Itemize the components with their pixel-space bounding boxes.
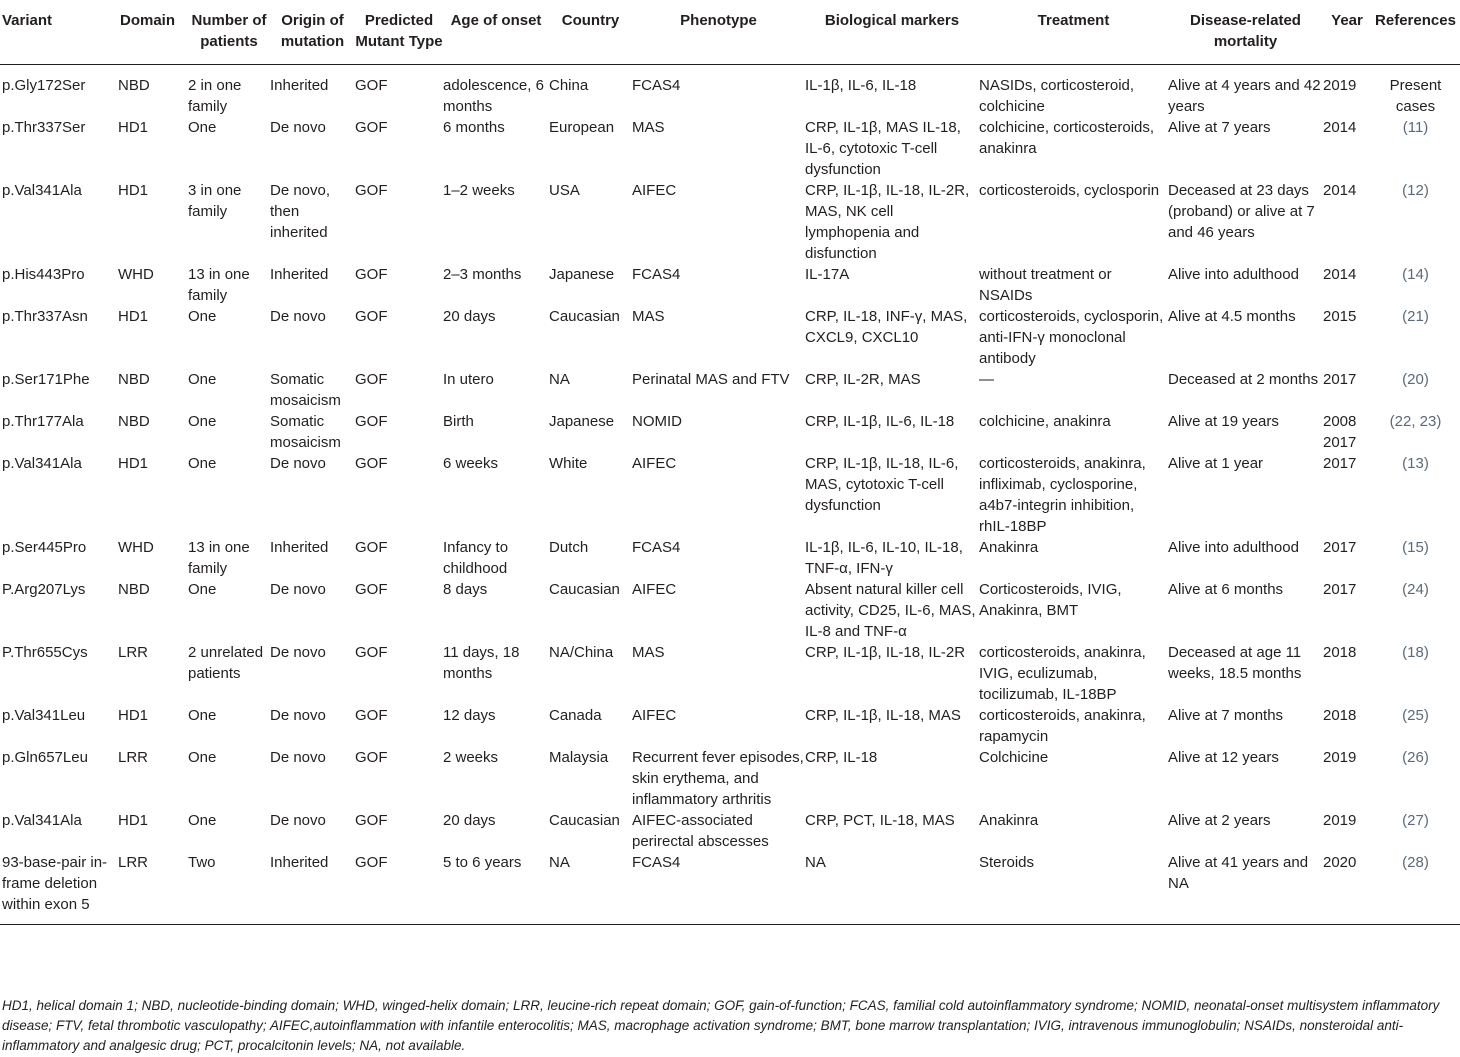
table-row <box>0 369 1460 411</box>
cell-variant: p.Ser445Pro <box>2 539 87 556</box>
cell-treatment: Corticosteroids, IVIG, Anakinra, BMT <box>979 581 1122 619</box>
cell-variant: 93-base-pair in-frame deletion within exon 5 <box>0 852 118 925</box>
cell-domain: HD1 <box>118 182 149 199</box>
header-row <box>0 0 1460 65</box>
cell-patients: One <box>188 308 217 325</box>
cell-domain: HD1 <box>118 119 149 136</box>
cell-onset: 12 days <box>443 707 496 724</box>
cell-reference[interactable]: Present cases <box>1389 77 1442 115</box>
cell-mortality: Alive at 19 years <box>1168 413 1279 430</box>
cell-variant: p.Gly172Ser <box>2 77 86 94</box>
cell-patients: 3 in one family <box>188 182 242 220</box>
cell-domain: LRR <box>118 644 149 661</box>
cell-treatment: corticosteroids, anakinra, IVIG, eculizumab, tocilizumab, IL-18BP <box>979 644 1146 703</box>
cell-origin: Somatic mosaicism <box>270 371 341 409</box>
cell-onset: adolescence, 6 months <box>443 77 544 115</box>
cell-phenotype: Perinatal MAS and FTV <box>632 371 790 388</box>
cell-treatment: corticosteroids, anakinra, infliximab, cyclosporine, a4b7-integrin inhibition, rhIL-18BP <box>979 455 1146 535</box>
table-row <box>0 810 1460 852</box>
col-header: Origin of mutation <box>270 0 355 65</box>
cell-patients: One <box>188 707 217 724</box>
cell-origin: De novo <box>270 812 326 829</box>
cell-origin: Inherited <box>270 77 329 94</box>
cell-onset: Infancy to childhood <box>443 539 509 577</box>
cell-treatment: Anakinra <box>979 812 1039 829</box>
cell-origin: De novo <box>270 119 326 136</box>
cell-country: China <box>549 77 589 94</box>
cell-phenotype: MAS <box>632 308 665 325</box>
cell-mortality: Alive at 12 years <box>1168 749 1279 766</box>
cell-type: GOF <box>355 581 388 598</box>
cell-country: White <box>549 455 588 472</box>
cell-origin: De novo <box>270 455 326 472</box>
cell-year: 2014 <box>1323 266 1357 283</box>
cell-mortality: Deceased at age 11 weeks, 18.5 months <box>1168 644 1302 682</box>
cell-domain: NBD <box>118 77 150 94</box>
cell-mortality: Alive into adulthood <box>1168 266 1299 283</box>
cell-onset: 2–3 months <box>443 266 522 283</box>
table-row <box>0 117 1460 180</box>
cell-variant: p.His443Pro <box>2 266 85 283</box>
cell-origin: De novo <box>270 707 326 724</box>
cell-phenotype: MAS <box>632 119 665 136</box>
cell-country: NA <box>549 852 632 925</box>
cell-year: 2017 <box>1323 371 1357 388</box>
cell-variant: p.Val341Leu <box>2 707 86 724</box>
cell-onset: 5 to 6 years <box>443 852 549 925</box>
table-row <box>0 264 1460 306</box>
cell-type: GOF <box>355 77 388 94</box>
cell-patients: One <box>188 749 217 766</box>
cell-markers: IL-17A <box>805 266 850 283</box>
table-row <box>0 537 1460 579</box>
cell-mortality: Alive at 41 years and NA <box>1168 852 1323 925</box>
cell-reference[interactable]: (21) <box>1402 308 1429 325</box>
table-body <box>0 65 1460 925</box>
cell-reference[interactable]: (27) <box>1402 812 1429 829</box>
cell-patients: One <box>188 119 217 136</box>
table-row <box>0 579 1460 642</box>
cell-variant: p.Thr337Ser <box>2 119 86 136</box>
cell-variant: P.Thr655Cys <box>2 644 88 661</box>
cell-origin: De novo, then inherited <box>270 182 331 241</box>
cell-domain: LRR <box>118 749 149 766</box>
cell-reference[interactable]: (13) <box>1402 455 1429 472</box>
cell-origin: De novo <box>270 308 326 325</box>
col-header: Phenotype <box>632 0 805 65</box>
cell-reference[interactable]: (11) <box>1402 119 1429 136</box>
cell-type: GOF <box>355 749 388 766</box>
cell-year: 2015 <box>1323 308 1357 325</box>
cell-treatment: Anakinra <box>979 539 1039 556</box>
cell-domain: NBD <box>118 413 150 430</box>
col-header: Biological markers <box>805 0 979 65</box>
cell-variant: p.Val341Ala <box>2 182 82 199</box>
cell-markers: CRP, IL-1β, IL-18, MAS <box>805 707 961 724</box>
cell-mortality: Alive at 2 years <box>1168 812 1271 829</box>
cell-mortality: Deceased at 2 months <box>1168 371 1319 388</box>
cell-treatment: Colchicine <box>979 749 1049 766</box>
cell-markers: IL-1β, IL-6, IL-10, IL-18, TNF-α, IFN-γ <box>805 539 963 577</box>
col-header: Year <box>1323 0 1371 65</box>
cell-domain: NBD <box>118 371 150 388</box>
cell-origin: De novo <box>270 644 326 661</box>
cell-treatment: colchicine, corticosteroids, anakinra <box>979 119 1155 157</box>
cell-origin: De novo <box>270 581 326 598</box>
cell-patients: One <box>188 581 217 598</box>
cell-treatment: — <box>979 371 994 388</box>
cell-phenotype: FCAS4 <box>632 539 681 556</box>
cell-type: GOF <box>355 539 388 556</box>
cell-mortality: Alive at 4 years and 42 years <box>1168 77 1321 115</box>
cell-mortality: Alive at 6 months <box>1168 581 1284 598</box>
table-row <box>0 705 1460 747</box>
cell-type: GOF <box>355 182 388 199</box>
table-row <box>0 65 1460 118</box>
cell-reference[interactable]: (25) <box>1402 707 1429 724</box>
cell-mortality: Alive at 7 months <box>1168 707 1284 724</box>
cell-domain: HD1 <box>118 308 149 325</box>
cell-country: USA <box>549 182 580 199</box>
cell-phenotype: FCAS4 <box>632 77 681 94</box>
cell-patients: 13 in one family <box>188 539 250 577</box>
cell-country: Canada <box>549 707 602 724</box>
cell-markers: CRP, IL-18 <box>805 749 878 766</box>
cell-mortality: Alive at 4.5 months <box>1168 308 1296 325</box>
cell-type: GOF <box>355 413 388 430</box>
cell-domain: HD1 <box>118 812 149 829</box>
cell-country: Japanese <box>549 413 615 430</box>
table-row <box>0 852 1460 925</box>
cell-type: GOF <box>355 707 388 724</box>
cell-markers: CRP, IL-1β, IL-18, IL-2R <box>805 644 966 661</box>
cell-country: NA/China <box>549 644 614 661</box>
cell-country: Dutch <box>549 539 589 556</box>
cell-year: 2017 <box>1323 455 1357 472</box>
cell-year: 2020 <box>1323 852 1371 925</box>
cell-country: Caucasian <box>549 812 620 829</box>
cell-mortality: Deceased at 23 days (proband) or alive at 7 and 46 years <box>1168 182 1315 241</box>
cell-phenotype: MAS <box>632 644 665 661</box>
cell-treatment: corticosteroids, cyclosporin <box>979 182 1160 199</box>
cell-country: Caucasian <box>549 308 620 325</box>
cell-reference[interactable]: (28) <box>1371 852 1460 925</box>
col-header: Disease-related mortality <box>1168 0 1323 65</box>
cell-domain: WHD <box>118 539 154 556</box>
cell-mortality: Alive at 1 year <box>1168 455 1264 472</box>
cell-country: European <box>549 119 615 136</box>
col-header: Number of patients <box>188 0 270 65</box>
cell-variant: p.Ser171Phe <box>2 371 90 388</box>
cell-type: GOF <box>355 308 388 325</box>
cell-phenotype: AIFEC <box>632 707 677 724</box>
cell-reference[interactable]: (18) <box>1402 644 1429 661</box>
col-header: Predicted Mutant Type <box>355 0 443 65</box>
table-row <box>0 180 1460 264</box>
cell-type: GOF <box>355 644 388 661</box>
cell-treatment: corticosteroids, cyclosporin, anti-IFN-γ monoclonal antibody <box>979 308 1164 367</box>
cell-phenotype: AIFEC <box>632 182 677 199</box>
cell-onset: 6 months <box>443 119 505 136</box>
col-header: References <box>1371 0 1460 65</box>
cell-markers: CRP, IL-1β, IL-6, IL-18 <box>805 413 955 430</box>
cell-reference[interactable]: (12) <box>1402 182 1429 199</box>
cell-reference[interactable]: (15) <box>1402 539 1429 556</box>
cell-markers: CRP, IL-1β, IL-18, IL-2R, MAS, NK cell lymphopenia and disfunction <box>805 182 970 262</box>
cell-variant: p.Val341Ala <box>2 455 82 472</box>
cell-type: GOF <box>355 119 388 136</box>
cell-onset: 20 days <box>443 812 496 829</box>
cell-treatment: colchicine, anakinra <box>979 413 1111 430</box>
cell-phenotype: AIFEC <box>632 581 677 598</box>
cell-treatment: Steroids <box>979 852 1168 925</box>
cell-onset: 6 weeks <box>443 455 499 472</box>
cell-origin: Inherited <box>270 852 355 925</box>
cell-type: GOF <box>355 812 388 829</box>
cell-onset: In utero <box>443 371 494 388</box>
cell-type: GOF <box>355 455 388 472</box>
cell-origin: Inherited <box>270 539 329 556</box>
cell-reference[interactable]: (26) <box>1402 749 1429 766</box>
cell-onset: 20 days <box>443 308 496 325</box>
cell-variant: p.Thr177Ala <box>2 413 84 430</box>
cell-patients: 2 unrelated patients <box>188 644 264 682</box>
cell-patients: Two <box>188 852 270 925</box>
cell-onset: Birth <box>443 413 474 430</box>
cell-mortality: Alive into adulthood <box>1168 539 1299 556</box>
table-row <box>0 411 1460 453</box>
cell-year: 2014 <box>1323 182 1357 199</box>
cell-phenotype: NOMID <box>632 413 682 430</box>
cell-markers: CRP, IL-18, INF-γ, MAS, CXCL9, CXCL10 <box>805 308 968 346</box>
cell-domain: HD1 <box>118 455 149 472</box>
cell-onset: 8 days <box>443 581 488 598</box>
cell-type: GOF <box>355 266 388 283</box>
cell-markers: CRP, IL-2R, MAS <box>805 371 921 388</box>
cell-year: 2018 <box>1323 644 1357 661</box>
cell-type: GOF <box>355 371 388 388</box>
col-header: Age of onset <box>443 0 549 65</box>
cell-domain: HD1 <box>118 707 149 724</box>
cell-reference[interactable]: (20) <box>1402 371 1429 388</box>
table-footnote: HD1, helical domain 1; NBD, nucleotide-binding domain; WHD, winged-helix domain; LRR, leucine-rich repeat domain; GOF, gain-of-function; FCAS, familial cold autoinflammatory syndrome; NOMID, neonatal-onset multisystem inflammatory disease; FTV, fetal thrombotic vasculopathy; AIFEC,autoinflammation with infantile enterocolitis; MAS, macrophage activation syndrome; BMT, bone marrow transplantation; IVIG, intravenous immunoglobulin; NSAIDs, nonsteroidal anti-inflammatory and analgesic drug; PCT, procalcitonin levels; NA, not available. <box>2 998 1440 1053</box>
cell-patients: One <box>188 371 217 388</box>
col-header: Domain <box>118 0 188 65</box>
cell-treatment: NASIDs, corticosteroid, colchicine <box>979 77 1135 115</box>
cell-year: 2019 <box>1323 749 1357 766</box>
cell-origin: Somatic mosaicism <box>270 413 341 451</box>
cell-reference[interactable]: (22, 23) <box>1389 413 1442 430</box>
cell-year: 2019 <box>1323 812 1357 829</box>
cell-origin: De novo <box>270 749 326 766</box>
table-row <box>0 642 1460 705</box>
cell-treatment: without treatment or NSAIDs <box>979 266 1112 304</box>
cell-onset: 2 weeks <box>443 749 499 766</box>
cell-domain: WHD <box>118 266 154 283</box>
cell-country: NA <box>549 371 570 388</box>
cell-variant: p.Val341Ala <box>2 812 82 829</box>
cell-markers: IL-1β, IL-6, IL-18 <box>805 77 917 94</box>
cell-variant: P.Arg207Lys <box>2 581 86 598</box>
col-header: Country <box>549 0 632 65</box>
cell-markers: CRP, IL-1β, IL-18, IL-6, MAS, cytotoxic T-cell dysfunction <box>805 455 959 514</box>
cell-reference[interactable]: (24) <box>1402 581 1429 598</box>
cell-domain: LRR <box>118 852 188 925</box>
cell-phenotype: FCAS4 <box>632 852 805 925</box>
cell-variant: p.Gln657Leu <box>2 749 88 766</box>
cell-markers: Absent natural killer cell activity, CD25, IL-6, MAS, IL-8 and TNF-α <box>805 581 976 640</box>
cell-year: 2017 <box>1323 539 1357 556</box>
cell-year: 2014 <box>1323 119 1357 136</box>
cell-phenotype: Recurrent fever episodes, skin erythema, and inflammatory arthritis <box>632 749 804 808</box>
cell-markers: CRP, PCT, IL-18, MAS <box>805 812 955 829</box>
cell-country: Caucasian <box>549 581 620 598</box>
cell-country: Malaysia <box>549 749 609 766</box>
cell-onset: 1–2 weeks <box>443 182 515 199</box>
cell-year: 2017 <box>1323 581 1357 598</box>
cell-origin: Inherited <box>270 266 329 283</box>
cell-patients: 13 in one family <box>188 266 250 304</box>
cell-markers: CRP, IL-1β, MAS IL-18, IL-6, cytotoxic T-cell dysfunction <box>805 119 961 178</box>
cell-domain: NBD <box>118 581 150 598</box>
cell-type: GOF <box>355 852 443 925</box>
table-row <box>0 747 1460 810</box>
cell-reference[interactable]: (14) <box>1402 266 1429 283</box>
col-header: Variant <box>0 0 118 65</box>
cell-patients: One <box>188 455 217 472</box>
cell-onset: 11 days, 18 months <box>443 644 520 682</box>
cell-year: 2018 <box>1323 707 1357 724</box>
table-row <box>0 453 1460 537</box>
cell-mortality: Alive at 7 years <box>1168 119 1271 136</box>
cell-year: 2019 <box>1323 77 1357 94</box>
cell-treatment: corticosteroids, anakinra, rapamycin <box>979 707 1146 745</box>
cell-patients: One <box>188 812 217 829</box>
cell-markers: NA <box>805 852 979 925</box>
table-row <box>0 306 1460 369</box>
cell-patients: One <box>188 413 217 430</box>
cell-phenotype: AIFEC-associated perirectal abscesses <box>632 812 769 850</box>
cell-patients: 2 in one family <box>188 77 242 115</box>
cell-country: Japanese <box>549 266 615 283</box>
cell-year: 2008 2017 <box>1323 413 1357 451</box>
cell-variant: p.Thr337Asn <box>2 308 88 325</box>
cell-phenotype: AIFEC <box>632 455 677 472</box>
cell-phenotype: FCAS4 <box>632 266 681 283</box>
col-header: Treatment <box>979 0 1168 65</box>
